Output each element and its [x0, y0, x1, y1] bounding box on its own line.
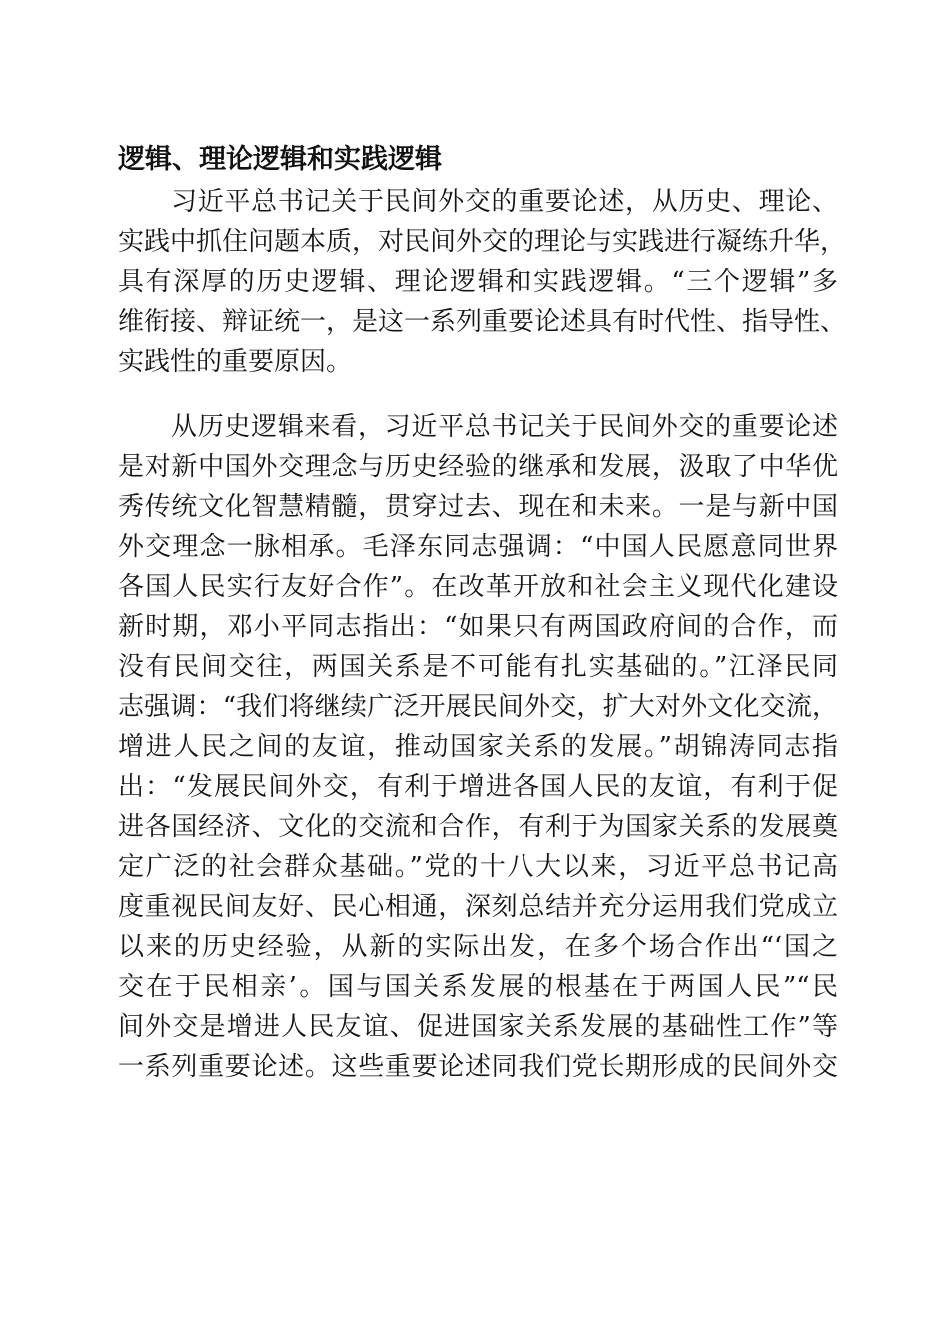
- paragraph-line: 习近平总书记关于民间外交的重要论述，从历史、理论、: [171, 187, 838, 217]
- paragraph-line: 实践性的重要原因。: [118, 347, 353, 377]
- paragraph-line: 度重视民间友好、民心相通，深刻总结并充分运用我们党成立: [118, 892, 838, 922]
- paragraph-line: 进各国经济、文化的交流和合作，有利于为国家关系的发展奠: [118, 812, 838, 842]
- section-heading: 逻辑、理论逻辑和实践逻辑: [118, 144, 442, 175]
- paragraph-line: 志强调：“我们将继续广泛开展民间外交，扩大对外文化交流，: [118, 692, 838, 722]
- paragraph-line: 一系列重要论述。这些重要论述同我们党长期形成的民间外交: [118, 1052, 838, 1082]
- paragraph-line: 增进人民之间的友谊，推动国家关系的发展。”胡锦涛同志指: [118, 732, 838, 762]
- paragraph-line: 以来的历史经验，从新的实际出发，在多个场合作出“‘国之: [118, 932, 838, 962]
- paragraph-line: 出：“发展民间外交，有利于增进各国人民的友谊，有利于促: [118, 772, 838, 802]
- paragraph-line: 交在于民相亲’。国与国关系发展的根基在于两国人民”“民: [118, 972, 838, 1002]
- paragraph-line: 实践中抓住问题本质，对民间外交的理论与实践进行凝练升华，: [118, 227, 847, 257]
- paragraph-line: 具有深厚的历史逻辑、理论逻辑和实践逻辑。“三个逻辑”多: [118, 267, 838, 297]
- paragraph-line: 外交理念一脉相承。毛泽东同志强调：“中国人民愿意同世界: [118, 532, 838, 562]
- paragraph-line: 新时期，邓小平同志指出：“如果只有两国政府间的合作，而: [118, 612, 838, 642]
- paragraph-line: 是对新中国外交理念与历史经验的继承和发展，汲取了中华优: [118, 452, 838, 482]
- paragraph-line: 各国人民实行友好合作”。在改革开放和社会主义现代化建设: [118, 572, 838, 602]
- paragraph-line: 间外交是增进人民友谊、促进国家关系发展的基础性工作”等: [118, 1012, 838, 1042]
- paragraph-line: 没有民间交往，两国关系是不可能有扎实基础的。”江泽民同: [118, 652, 838, 682]
- paragraph-line: 秀传统文化智慧精髓，贯穿过去、现在和未来。一是与新中国: [118, 492, 838, 522]
- paragraph-line: 定广泛的社会群众基础。”党的十八大以来，习近平总书记高: [118, 852, 838, 882]
- paragraph-line: 维衔接、辩证统一，是这一系列重要论述具有时代性、指导性、: [118, 307, 847, 337]
- paragraph-line: 从历史逻辑来看，习近平总书记关于民间外交的重要论述: [171, 412, 838, 442]
